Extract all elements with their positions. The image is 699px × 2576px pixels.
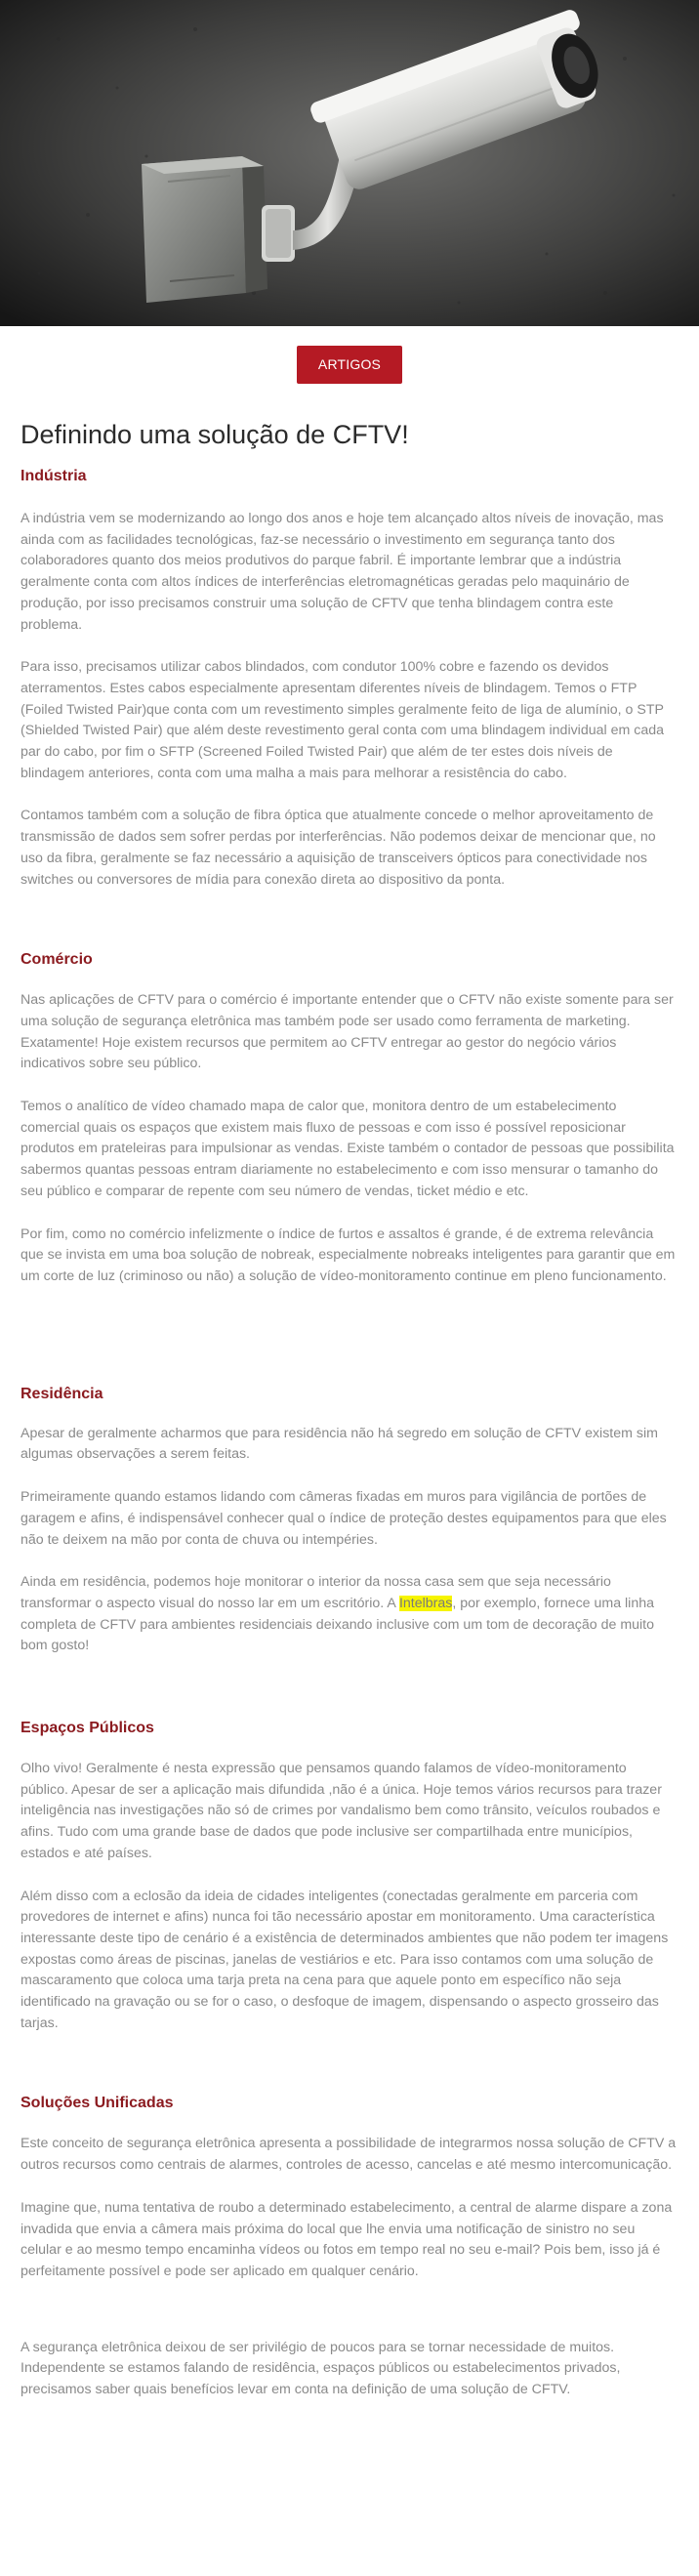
paragraph: Por fim, como no comércio infelizmente o índice de furtos e assaltos é grande, é de extrema relevância que se invista em uma boa solução de nobreak, especialmente nobreaks inteligentes para garantir que em um corte de luz (criminoso ou não) a solução de vídeo-monitoramento continue em pleno funcionamento. [21, 1226, 676, 1284]
paragraph: Para isso, precisamos utilizar cabos blindados, com condutor 100% cobre e fazendo os devidos aterramentos. Estes cabos especialmente apresentam diferentes níveis de blindagem. Temos o FTP (Foiled Twisted Pair)que conta com um revestimento simples geralmente feito de liga de alumínio, o STP (Shielded Twisted Pair) que além deste revestimento geral conta com uma blindagem individual em cada par do cabo, por fim o SFTP (Screened Foiled Twisted Pair) que além de ter estes dois níveis de blindagem anteriores, conta com uma malha a mais para melhorar a resistência do cabo. [21, 659, 665, 781]
intelbras-highlight: Intelbras [398, 1595, 453, 1611]
tag-area [0, 346, 699, 384]
section-heading: Soluções Unificadas [21, 2095, 174, 2112]
security-camera-illustration [0, 0, 699, 326]
paragraph: Além disso com a eclosão da ideia de cidades inteligentes (conectadas geralmente em parceria com provedores de internet e afins) nunca foi tão necessário apostar em monitoramento. Uma característica interessante deste tipo de cenário é a existência de determinados ambientes que não podem ter imagens expostas como áreas de piscinas, janelas de vestiários e etc. Para isso contamos com uma solução de mascaramento que coloca uma tarja preta na cena para que aquele ponto em específico não seja identificado na gravação ou se for o caso, o desfoque de imagem, dispensando o aspecto grosseiro das tarjas. [21, 1888, 669, 2031]
paragraph: Este conceito de segurança eletrônica apresenta a possibilidade de integrarmos nossa solução de CFTV a outros recursos como centrais de alarmes, controles de acesso, cancelas e até mesmo intercomunicação. [21, 2136, 677, 2174]
section-heading: Espaços Públicos [21, 1720, 154, 1737]
article-title: Definindo uma solução de CFTV! [21, 420, 409, 449]
text: , por exemplo, fornece uma linha completa de CFTV para ambientes residenciais deixando inclusive com um tom de decoração de muito bom gosto! [21, 1595, 655, 1654]
paragraph: Apesar de geralmente acharmos que para residência não há segredo em solução de CFTV existem sim algumas observações a serem feitas. [21, 1425, 658, 1463]
paragraph: A segurança eletrônica deixou de ser privilégio de poucos para se tornar necessidade de muitos. Independente se estamos falando de residência, espaços públicos ou estabelecimentos privados, precisamos saber quais benefícios levar em conta na definição de uma solução de CFTV. [21, 2339, 621, 2398]
junction-box [142, 156, 267, 303]
section-industria [21, 466, 677, 891]
section-espacos-publicos [21, 1718, 677, 2034]
article [21, 414, 677, 2401]
paragraph: Imagine que, numa tentativa de roubo a determinado estabelecimento, a central de alarme dispare a zona invadida que envia a câmera mais próxima do local que lhe envia uma notificação de sinistro no seu celular e ao mesmo tempo encaminha vídeos ou fotos em tempo real no seu e-mail? Pois bem, isso já é perfeitamente possível e pode ser aplicado em qualquer cenário. [21, 2199, 673, 2279]
articles-tag-button[interactable]: ARTIGOS [297, 346, 402, 384]
hero-image [0, 0, 699, 326]
section-solucoes-unificadas [21, 2093, 677, 2400]
section-heading: Residência [21, 1385, 103, 1402]
section-comercio [21, 949, 677, 1287]
section-heading: Indústria [21, 468, 87, 484]
paragraph-with-highlight [21, 1572, 677, 1657]
text: Ainda em residência, podemos hoje monitorar o interior da nossa casa sem que seja necessário transformar o aspecto visual do nosso lar em um escritório. A [21, 1574, 611, 1611]
paragraph: Nas aplicações de CFTV para o comércio é importante entender que o CFTV não existe somente para ser uma solução de segurança eletrônica mas também pode ser usado como ferramenta de marketing. Exatamente! Hoje existem recursos que permitem ao CFTV entregar ao gestor do negócio vários indicativos sobre seu público. [21, 992, 674, 1072]
paragraph: Primeiramente quando estamos lidando com câmeras fixadas em muros para vigilância de portões de garagem e afins, é indispensável conhecer qual o índice de proteção destes equipamentos para que eles não te deixem na mão por conta de chuva ou intempéries. [21, 1489, 667, 1548]
paragraph: Contamos também com a solução de fibra óptica que atualmente concede o melhor aproveitamento de transmissão de dados sem sofrer perdas por interferências. Não podemos deixar de mencionar que, no uso da fibra, geralmente se faz necessário a aquisição de transceivers ópticos para conectividade nos switches ou conversores de mídia para conexão direta ao dispositivo da ponta. [21, 808, 656, 888]
paragraph: A indústria vem se modernizando ao longo dos anos e hoje tem alcançado altos níveis de inovação, mas ainda com as facilidades tecnológicas, faz-se necessário o investimento em segurança tanto dos colaboradores quanto dos meios produtivos do parque fabril. É importante lembrar que a indústria geralmente conta com altos índices de interferências eletromagnéticas geradas pelo maquinário de produção, por isso precisamos construir uma solução de CFTV que tenha blindagem contra este problema. [21, 511, 664, 633]
paragraph: Temos o analítico de vídeo chamado mapa de calor que, monitora dentro de um estabelecimento comercial quais os espaços que existem mais fluxo de pessoas e com isso é possível reposicionar produtos em prateleiras para impulsionar as vendas. Existe também o contador de pessoas que possibilita sabermos quantas pessoas entram diariamente no estabelecimento e com isso mensurar o tamanho do seu público e comparar de repente com seu número de vendas, ticket médio e etc. [21, 1099, 675, 1199]
section-residencia [21, 1384, 677, 1657]
section-heading: Comércio [21, 951, 93, 969]
paragraph: Olho vivo! Geralmente é nesta expressão que pensamos quando falamos de vídeo-monitoramento público. Apesar de ser a aplicação mais difundida ,não é a única. Hoje temos vários recursos para trazer inteligência nas investigações não só de crimes por vandalismo bem como trânsito, veículos roubados e afins. Tudo com uma grande base de dados que pode inclusive ser compartilhada entre municípios, estados e até países. [21, 1761, 662, 1861]
